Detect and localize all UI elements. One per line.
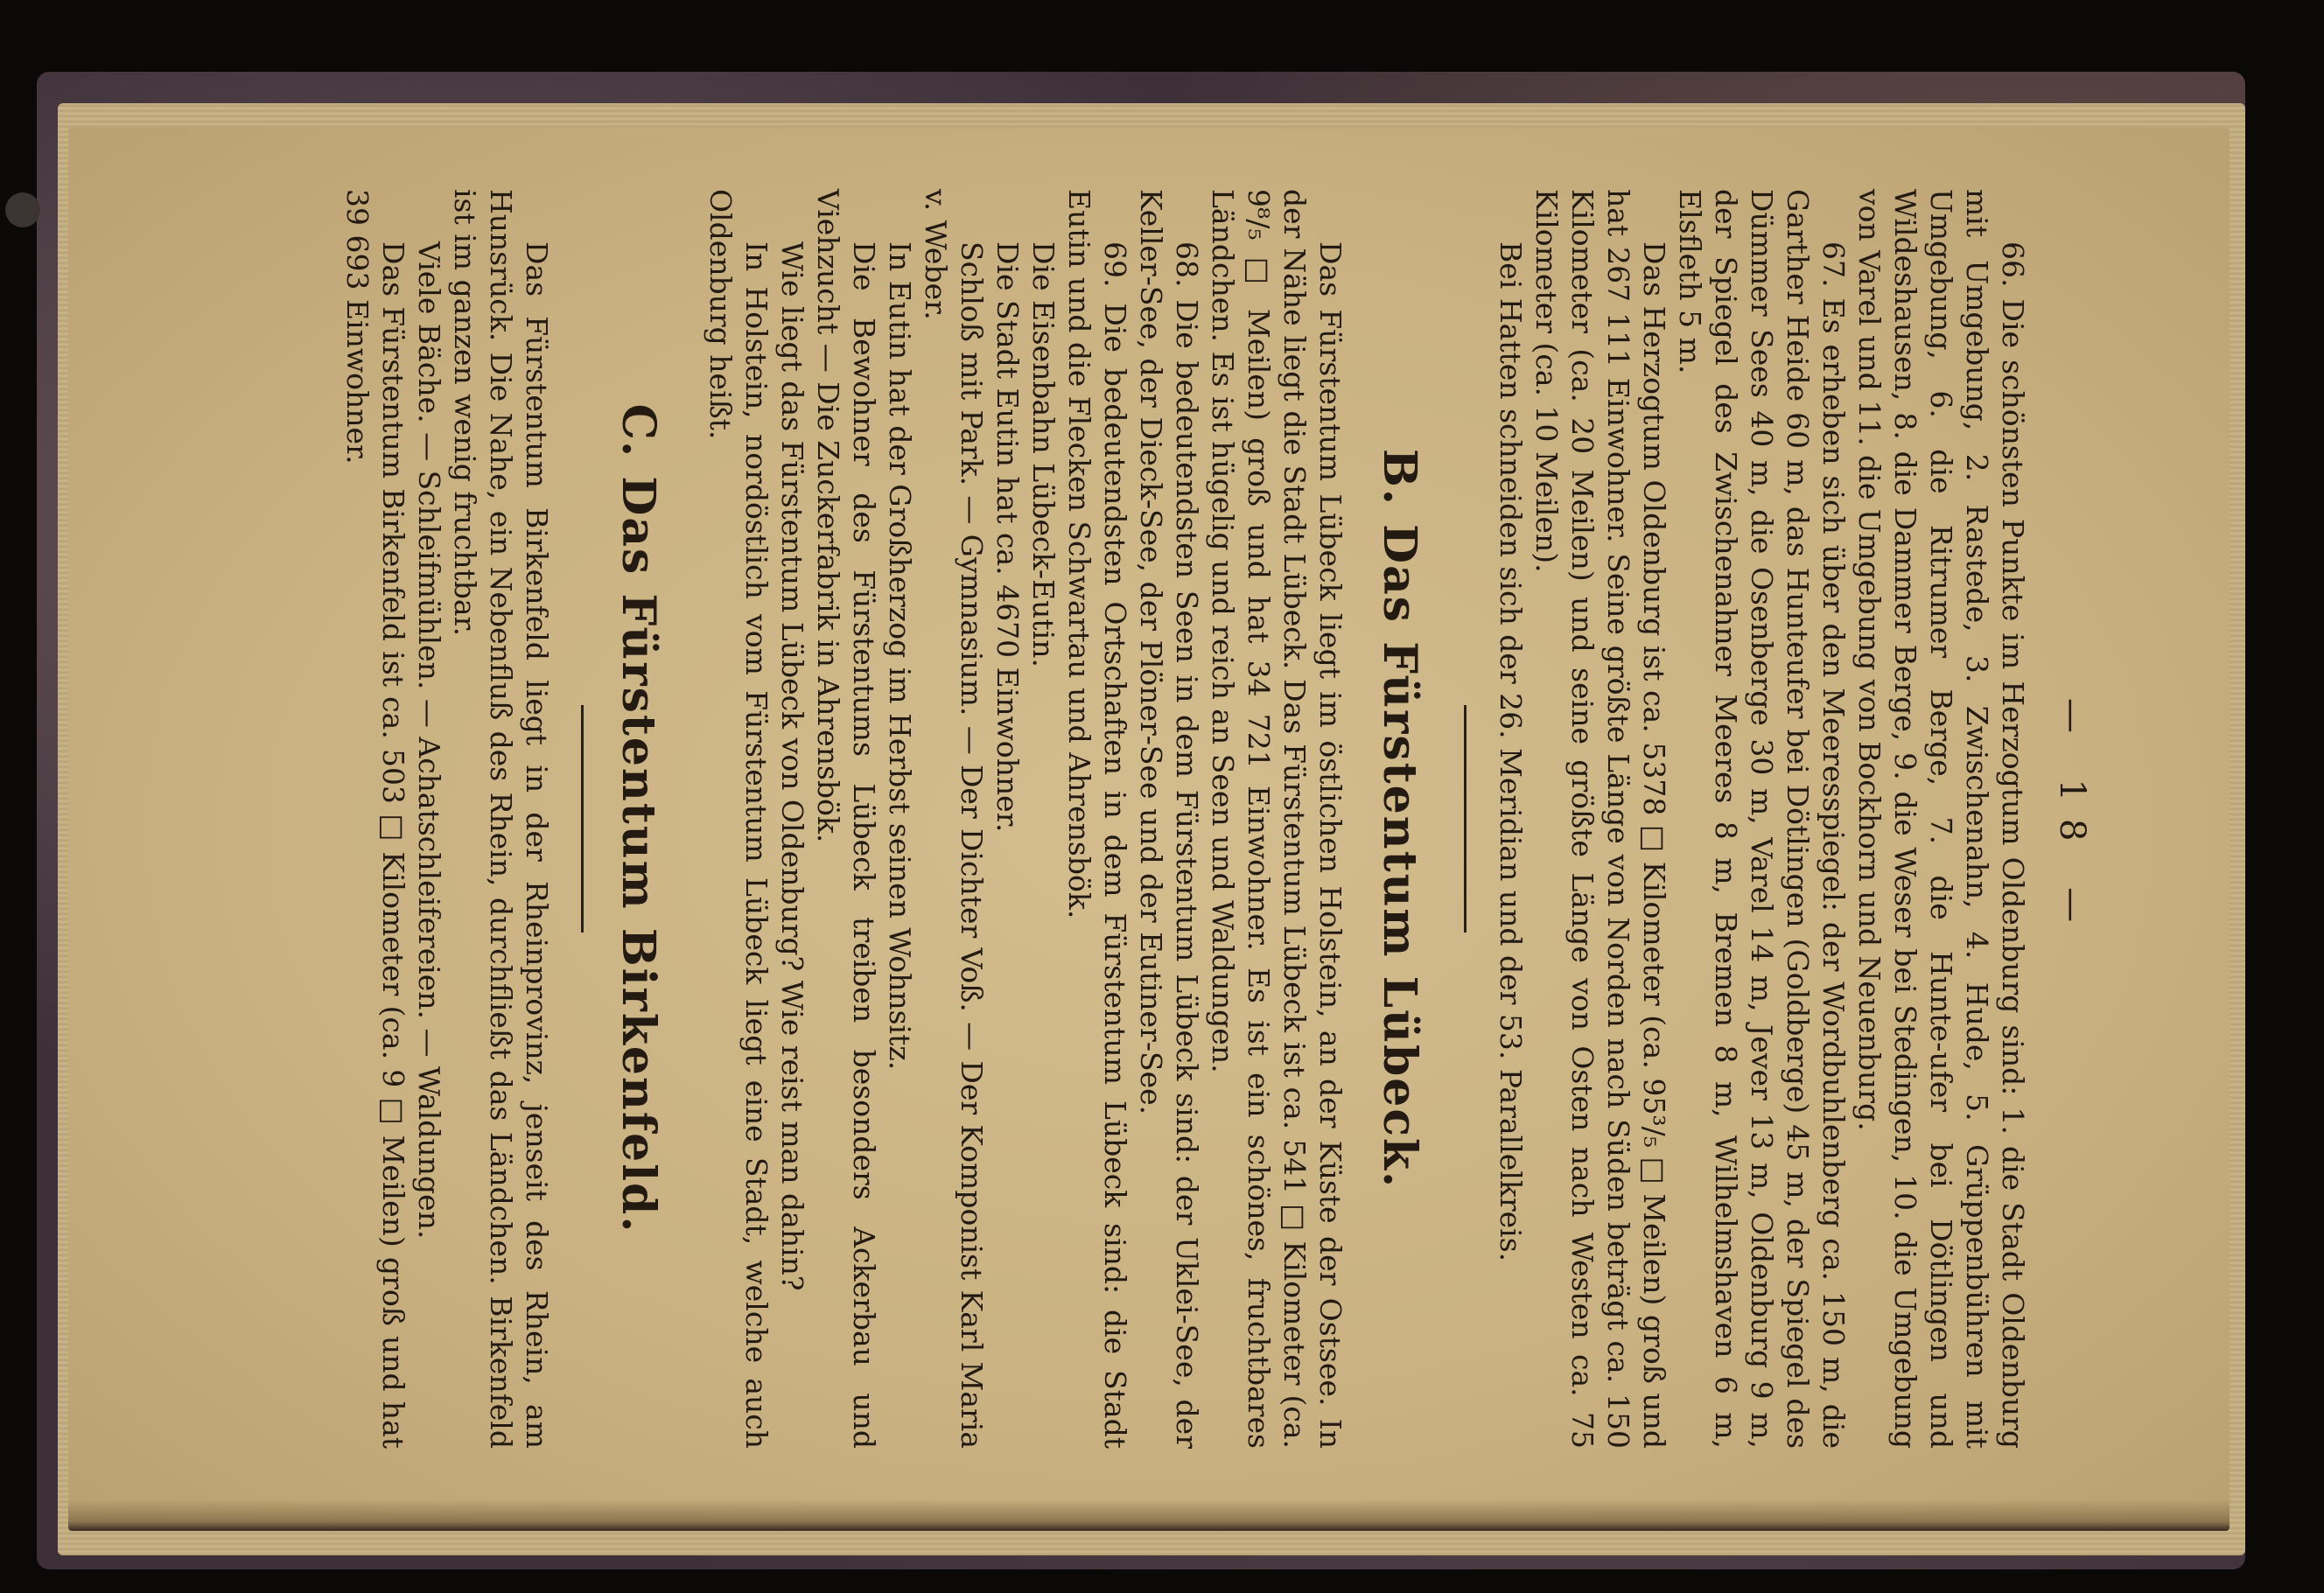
paragraph-hatten: Bei Hatten schneiden sich der 26. Meridian und der 53. Parallelkreis. <box>1494 241 1528 1262</box>
paragraph-holstein: In Holstein, nordöstlich vom Fürstentum Lübeck liegt eine Stadt, welche auch Oldenburg heißt. <box>704 189 774 1449</box>
binding-stain <box>5 192 40 227</box>
section-divider <box>1464 705 1466 933</box>
paragraph-schloss: Schloß mit Park. — Gymnasium. — Der Dichter Voß. — Der Komponist Karl Maria v. Weber. <box>919 189 989 1449</box>
paragraph-68: 68. Die bedeutendsten Seen in dem Fürstentum Lübeck sind: der Uklei-See, der Keller-See, der Dieck-See, der Plöner-See und der Eutiner-See. <box>1134 189 1204 1449</box>
page-number-header: — 18 — <box>2052 697 2092 940</box>
paragraph-grossherzog: In Eutin hat der Großherzog im Herbst seinen Wohnsitz. <box>883 241 917 1071</box>
section-b-title: B. Das Fürstentum Lübeck. <box>1373 448 1426 1190</box>
paragraph-69: 69. Die bedeutendsten Ortschaften in dem Fürstentum Lübeck sind: die Stadt Eutin und die Flecken Schwartau und Ahrensbök. <box>1062 189 1132 1449</box>
paragraph-baeche: Viele Bäche. — Schleifmühlen. — Achatschleifereien. — Waldungen. <box>412 241 446 1240</box>
paragraph-eutin: Die Stadt Eutin hat ca. 4670 Einwohner. <box>990 241 1025 833</box>
book-page <box>68 128 2230 1531</box>
paragraph-eisenbahn: Die Eisenbahn Lübeck-Eutin. <box>1026 241 1060 667</box>
paragraph-66: 66. Die schönsten Punkte im Herzogtum Oldenburg sind: 1. die Stadt Oldenburg mit Umgebung, 2. Rastede, 3. Zwischenahn, 4. Hude, 5. Grüppenbühren mit Umgebung, 6. die Ritrumer Berge, 7. die Hunte-ufer bei Dötlingen und Wildeshausen, 8. die Dammer Berge, 9. die Weser bei Stedingen, 10. die Umgebung von Varel und 11. die Umgebung von Bockhorn und Neuenburg. <box>1852 189 2030 1449</box>
paragraph-bewohner: Die Bewohner des Fürstentums Lübeck treiben besonders Ackerbau und Viehzucht — Die Zuckerfabrik in Ahrensbök. <box>811 189 881 1449</box>
section-c-title: C. Das Fürstentum Birkenfeld. <box>612 403 665 1234</box>
page-gutter <box>68 1499 2230 1531</box>
paragraph-question: Wie liegt das Fürstentum Lübeck von Oldenburg? Wie reist man dahin? <box>775 241 809 1291</box>
page-text <box>208 189 2090 1449</box>
paragraph-birkenfeld-intro: Das Fürstentum Birkenfeld liegt in der Rheinprovinz, jenseit des Rhein, am Hunsrück. Die Nahe, ein Nebenfluß des Rhein, durchfließt das Ländchen. Birkenfeld ist im ganzen wenig fruchtbar. <box>448 189 554 1449</box>
section-divider-c <box>581 705 584 933</box>
paragraph-67: 67. Es erheben sich über den Meeresspiegel: der Wordbuhlenberg ca. 150 m, die Garther Heide 60 m, das Hunteufer bei Dötlingen (Goldberge) 45 m, der Spiegel des Dümmer Sees 40 m, die Osenberge 30 m, Varel 14 m, Jever 13 m, Oldenburg 9 m, der Spiegel des Zwischenahner Meeres 8 m, Bremen 8 m, Wilhelmshaven 6 m, Elsfleth 5 m. <box>1673 189 1851 1449</box>
paragraph-oldenburg-size: Das Herzogtum Oldenburg ist ca. 5378 □ Kilometer (ca. 95³/₅ □ Meilen) groß und hat 267 111 Einwohner. Seine größte Länge von Norden nach Süden beträgt ca. 150 Kilometer (ca. 20 Meilen) und seine größte Länge von Osten nach Westen ca. 75 Kilometer (ca. 10 Meilen). <box>1530 189 1671 1449</box>
paragraph-luebeck-intro: Das Fürstentum Lübeck liegt im östlichen Holstein, an der Küste der Ostsee. In der Nähe liegt die Stadt Lübeck. Das Fürstentum Lübeck ist ca. 541 □ Kilometer (ca. 9⁸/₅ □ Meilen) groß und hat 34 721 Einwohner. Es ist ein schönes, fruchtbares Ländchen. Es ist hügelig und reich an Seen und Waldungen. <box>1206 189 1348 1449</box>
paragraph-birkenfeld-size: Das Fürstentum Birkenfeld ist ca. 503 □ Kilometer (ca. 9 □ Meilen) groß und hat 39 693 Einwohner. <box>340 189 410 1449</box>
